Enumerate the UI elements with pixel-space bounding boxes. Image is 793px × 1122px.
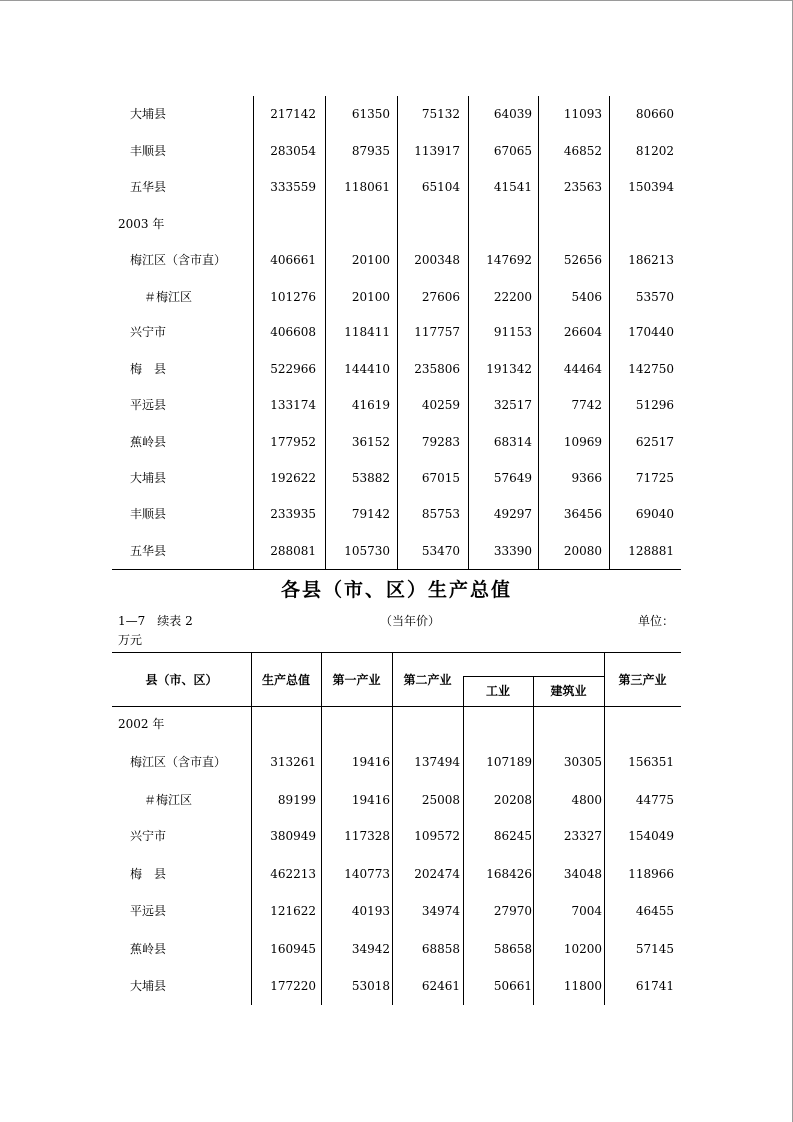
tertiary-cell: 53570 bbox=[635, 290, 674, 304]
primary-cell: 105730 bbox=[344, 544, 390, 558]
table-row bbox=[0, 790, 793, 810]
construction-cell: 26604 bbox=[563, 325, 602, 339]
tertiary-cell: 71725 bbox=[635, 471, 674, 485]
tertiary-cell: 51296 bbox=[635, 398, 674, 412]
industry-cell: 64039 bbox=[493, 107, 532, 121]
gdp-cell: 177220 bbox=[270, 979, 316, 993]
construction-cell: 34048 bbox=[563, 867, 602, 881]
table-row bbox=[0, 250, 793, 270]
construction-cell: 11800 bbox=[563, 979, 602, 993]
secondary-cell: 235806 bbox=[414, 362, 460, 376]
header-industry: 工业 bbox=[485, 684, 510, 698]
table-row bbox=[0, 541, 793, 561]
primary-cell: 19416 bbox=[351, 793, 390, 807]
tertiary-cell: 154049 bbox=[628, 829, 674, 843]
secondary-cell: 117757 bbox=[414, 325, 460, 339]
primary-cell: 118061 bbox=[344, 180, 390, 194]
industry-cell: 107189 bbox=[486, 755, 532, 769]
header-secondary: 第二产业 bbox=[403, 673, 452, 687]
primary-cell: 20100 bbox=[351, 253, 390, 267]
page-title: 各县（市、区）生产总值 bbox=[280, 579, 512, 601]
industry-cell: 33390 bbox=[493, 544, 532, 558]
tertiary-cell: 81202 bbox=[635, 144, 674, 158]
row-label: 大埔县 bbox=[130, 107, 167, 121]
primary-cell: 20100 bbox=[351, 290, 390, 304]
industry-cell: 50661 bbox=[493, 979, 532, 993]
table-row bbox=[0, 322, 793, 342]
row-label: 五华县 bbox=[130, 180, 167, 194]
primary-cell: 19416 bbox=[351, 755, 390, 769]
construction-cell: 46852 bbox=[563, 144, 602, 158]
table-row bbox=[0, 141, 793, 161]
construction-cell: 11093 bbox=[563, 107, 602, 121]
primary-cell: 79142 bbox=[351, 507, 390, 521]
row-label: 兴宁市 bbox=[130, 829, 167, 843]
tertiary-cell: 62517 bbox=[635, 435, 674, 449]
row-label: 丰顺县 bbox=[130, 144, 167, 158]
row-label: 蕉岭县 bbox=[130, 435, 167, 449]
unit-value: 万元 bbox=[118, 633, 143, 647]
row-label: 兴宁市 bbox=[130, 325, 167, 339]
gdp-cell: 160945 bbox=[270, 942, 316, 956]
row-label: 大埔县 bbox=[130, 471, 167, 485]
gdp-cell: 313261 bbox=[270, 755, 316, 769]
industry-cell: 20208 bbox=[493, 793, 532, 807]
table-row bbox=[0, 976, 793, 996]
primary-cell: 140773 bbox=[344, 867, 390, 881]
secondary-cell: 113917 bbox=[414, 144, 460, 158]
industry-cell: 58658 bbox=[493, 942, 532, 956]
header-construction: 建筑业 bbox=[550, 684, 587, 698]
construction-cell: 7742 bbox=[571, 398, 602, 412]
secondary-cell: 65104 bbox=[421, 180, 460, 194]
gdp-cell: 522966 bbox=[270, 362, 316, 376]
industry-cell: 32517 bbox=[493, 398, 532, 412]
header-region: 县（市、区） bbox=[145, 673, 218, 687]
tertiary-cell: 170440 bbox=[628, 325, 674, 339]
table-row bbox=[0, 864, 793, 884]
primary-cell: 53882 bbox=[351, 471, 390, 485]
industry-cell: 41541 bbox=[493, 180, 532, 194]
tertiary-cell: 128881 bbox=[628, 544, 674, 558]
table-row bbox=[0, 432, 793, 452]
secondary-cell: 137494 bbox=[414, 755, 460, 769]
secondary-cell: 67015 bbox=[421, 471, 460, 485]
secondary-cell: 25008 bbox=[421, 793, 460, 807]
row-label: 蕉岭县 bbox=[130, 942, 167, 956]
industry-cell: 191342 bbox=[486, 362, 532, 376]
gdp-cell: 406661 bbox=[270, 253, 316, 267]
secondary-cell: 62461 bbox=[421, 979, 460, 993]
tertiary-cell: 57145 bbox=[635, 942, 674, 956]
tertiary-cell: 80660 bbox=[635, 107, 674, 121]
secondary-cell: 75132 bbox=[421, 107, 460, 121]
gdp-cell: 333559 bbox=[270, 180, 316, 194]
primary-cell: 61350 bbox=[351, 107, 390, 121]
table-row bbox=[0, 714, 793, 734]
secondary-cell: 109572 bbox=[414, 829, 460, 843]
construction-cell: 10969 bbox=[563, 435, 602, 449]
table-row bbox=[0, 359, 793, 379]
secondary-cell: 40259 bbox=[421, 398, 460, 412]
tertiary-cell: 46455 bbox=[635, 904, 674, 918]
industry-cell: 57649 bbox=[493, 471, 532, 485]
row-label: 梅江区（含市直） bbox=[130, 755, 227, 769]
primary-cell: 118411 bbox=[344, 325, 390, 339]
construction-cell: 30305 bbox=[563, 755, 602, 769]
secondary-cell: 85753 bbox=[421, 507, 460, 521]
primary-cell: 53018 bbox=[351, 979, 390, 993]
row-label: 梅江区（含市直） bbox=[130, 253, 227, 267]
gdp-cell: 101276 bbox=[270, 290, 316, 304]
gdp-cell: 406608 bbox=[270, 325, 316, 339]
construction-cell: 9366 bbox=[571, 471, 602, 485]
construction-cell: 10200 bbox=[563, 942, 602, 956]
table-bottom-rule bbox=[112, 569, 681, 570]
price-note: （当年价） bbox=[380, 614, 441, 628]
secondary-cell: 34974 bbox=[421, 904, 460, 918]
construction-cell: 23563 bbox=[563, 180, 602, 194]
industry-cell: 168426 bbox=[486, 867, 532, 881]
table-row bbox=[0, 752, 793, 772]
row-label: ＃梅江区 bbox=[144, 290, 193, 304]
gdp-cell: 133174 bbox=[270, 398, 316, 412]
header-gdp: 生产总值 bbox=[261, 673, 310, 687]
tertiary-cell: 156351 bbox=[628, 755, 674, 769]
table-row bbox=[0, 104, 793, 124]
industry-cell: 49297 bbox=[493, 507, 532, 521]
tertiary-cell: 186213 bbox=[628, 253, 674, 267]
row-label: ＃梅江区 bbox=[144, 793, 193, 807]
year-label: 2003 年 bbox=[118, 217, 165, 231]
construction-cell: 7004 bbox=[571, 904, 602, 918]
primary-cell: 87935 bbox=[351, 144, 390, 158]
secondary-cell: 202474 bbox=[414, 867, 460, 881]
primary-cell: 144410 bbox=[344, 362, 390, 376]
industry-cell: 22200 bbox=[493, 290, 532, 304]
row-label: 梅 县 bbox=[130, 867, 167, 881]
tertiary-cell: 44775 bbox=[635, 793, 674, 807]
secondary-cell: 79283 bbox=[421, 435, 460, 449]
secondary-cell: 200348 bbox=[414, 253, 460, 267]
row-label: 丰顺县 bbox=[130, 507, 167, 521]
unit-label: 单位： bbox=[638, 614, 675, 628]
tertiary-cell: 150394 bbox=[628, 180, 674, 194]
construction-cell: 23327 bbox=[563, 829, 602, 843]
header-tertiary: 第三产业 bbox=[618, 673, 667, 687]
table-top-rule bbox=[112, 652, 681, 653]
table-row bbox=[0, 177, 793, 197]
gdp-cell: 380949 bbox=[270, 829, 316, 843]
secondary-cell: 53470 bbox=[421, 544, 460, 558]
gdp-cell: 89199 bbox=[277, 793, 316, 807]
row-label: 平远县 bbox=[130, 398, 167, 412]
construction-cell: 52656 bbox=[563, 253, 602, 267]
row-label: 大埔县 bbox=[130, 979, 167, 993]
construction-cell: 4800 bbox=[571, 793, 602, 807]
page-frame-top bbox=[0, 0, 793, 1]
industry-cell: 86245 bbox=[493, 829, 532, 843]
primary-cell: 117328 bbox=[344, 829, 390, 843]
table-row bbox=[0, 214, 793, 234]
tertiary-cell: 69040 bbox=[635, 507, 674, 521]
construction-cell: 36456 bbox=[563, 507, 602, 521]
secondary-cell: 68858 bbox=[421, 942, 460, 956]
row-label: 五华县 bbox=[130, 544, 167, 558]
gdp-cell: 283054 bbox=[270, 144, 316, 158]
gdp-cell: 288081 bbox=[270, 544, 316, 558]
industry-cell: 68314 bbox=[493, 435, 532, 449]
header-bottom-rule bbox=[112, 706, 681, 707]
primary-cell: 41619 bbox=[351, 398, 390, 412]
row-label: 梅 县 bbox=[130, 362, 167, 376]
industry-cell: 147692 bbox=[486, 253, 532, 267]
industry-cell: 67065 bbox=[493, 144, 532, 158]
table-row bbox=[0, 826, 793, 846]
primary-cell: 40193 bbox=[351, 904, 390, 918]
gdp-cell: 121622 bbox=[270, 904, 316, 918]
construction-cell: 5406 bbox=[571, 290, 602, 304]
gdp-cell: 192622 bbox=[270, 471, 316, 485]
table-number: 1—7 续表 2 bbox=[118, 614, 193, 628]
tertiary-cell: 118966 bbox=[628, 867, 674, 881]
primary-cell: 34942 bbox=[351, 942, 390, 956]
table-row bbox=[0, 287, 793, 307]
industry-cell: 91153 bbox=[493, 325, 532, 339]
gdp-cell: 217142 bbox=[270, 107, 316, 121]
table-row bbox=[0, 901, 793, 921]
construction-cell: 20080 bbox=[563, 544, 602, 558]
tertiary-cell: 142750 bbox=[628, 362, 674, 376]
secondary-cell: 27606 bbox=[421, 290, 460, 304]
year-label: 2002 年 bbox=[118, 717, 165, 731]
gdp-cell: 462213 bbox=[270, 867, 316, 881]
gdp-cell: 233935 bbox=[270, 507, 316, 521]
table-row bbox=[0, 468, 793, 488]
table-row bbox=[0, 939, 793, 959]
table-row bbox=[0, 395, 793, 415]
primary-cell: 36152 bbox=[351, 435, 390, 449]
tertiary-cell: 61741 bbox=[635, 979, 674, 993]
gdp-cell: 177952 bbox=[270, 435, 316, 449]
table-row bbox=[0, 504, 793, 524]
row-label: 平远县 bbox=[130, 904, 167, 918]
industry-cell: 27970 bbox=[493, 904, 532, 918]
construction-cell: 44464 bbox=[563, 362, 602, 376]
header-primary: 第一产业 bbox=[332, 673, 381, 687]
